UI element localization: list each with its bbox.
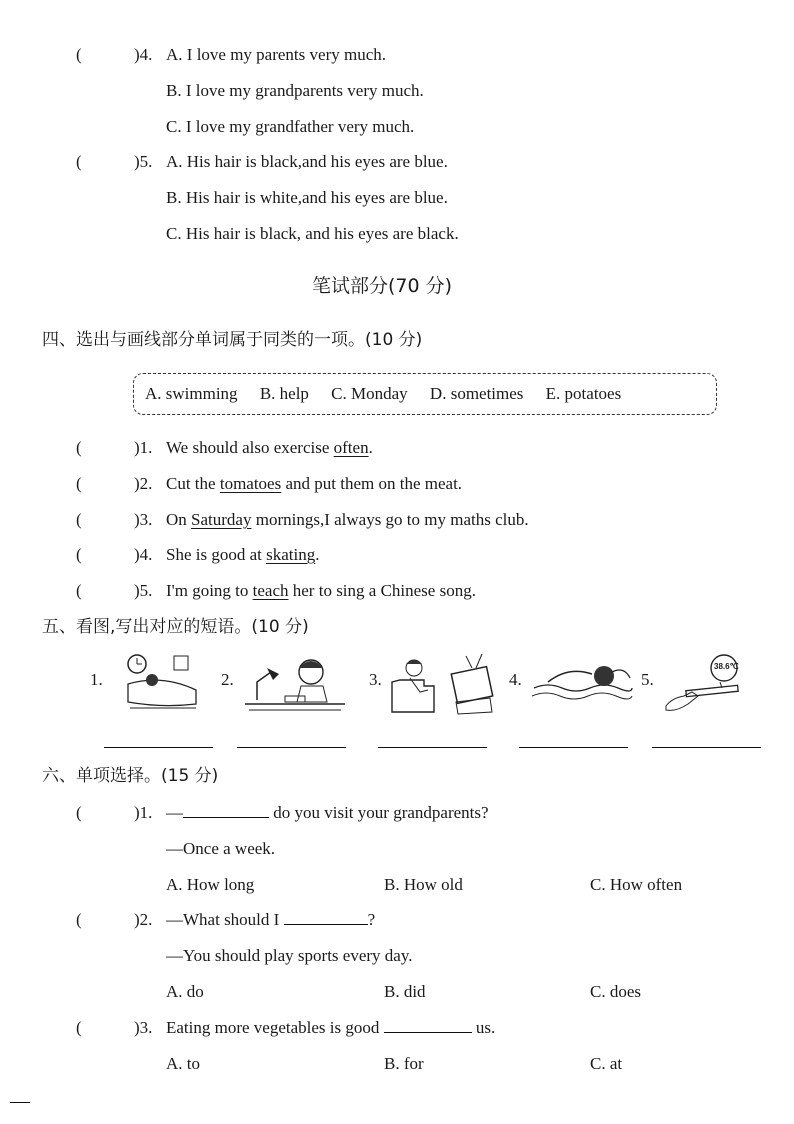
answer-paren[interactable]: (	[76, 910, 82, 929]
picture-number: 1.	[90, 670, 103, 689]
answer-paren[interactable]: (	[76, 474, 82, 493]
underlined-word: often	[333, 438, 369, 457]
item-number: )4.	[134, 45, 153, 64]
section5-title: 五、看图,写出对应的短语。(10 分)	[42, 617, 309, 637]
page-edge-mark	[10, 1102, 30, 1103]
option-c: C. I love my grandfather very much.	[166, 117, 415, 136]
option-a: A. do	[166, 982, 204, 1001]
answer-paren[interactable]: (	[76, 152, 82, 171]
question-text: Eating more vegetables is good us.	[166, 1018, 496, 1037]
section4-title: 四、选出与画线部分单词属于同类的一项。(10 分)	[42, 330, 423, 350]
question-text: Cut the tomatoes and put them on the meat.	[166, 474, 463, 493]
option-a: A. I love my parents very much.	[166, 45, 386, 64]
underlined-word: skating	[266, 545, 316, 564]
answer-paren[interactable]: (	[76, 803, 82, 822]
word-option-d: D. sometimes	[429, 384, 524, 403]
item-number: )5.	[134, 581, 153, 600]
underlined-word: teach	[252, 581, 289, 600]
option-b: B. for	[384, 1054, 424, 1073]
fill-blank[interactable]	[284, 910, 368, 925]
reply-text: —You should play sports every day.	[166, 946, 413, 965]
option-b: B. His hair is white,and his eyes are blue.	[166, 188, 448, 207]
option-b: B. I love my grandparents very much.	[166, 81, 424, 100]
answer-paren[interactable]: (	[76, 581, 82, 600]
answer-blank-2[interactable]	[237, 747, 346, 748]
answer-blank-4[interactable]	[519, 747, 628, 748]
question-text: We should also exercise often.	[166, 438, 373, 457]
answer-blank-5[interactable]	[652, 747, 761, 748]
item-number: )3.	[134, 1018, 153, 1037]
answer-paren[interactable]: (	[76, 510, 82, 529]
option-b: B. did	[384, 982, 426, 1001]
item-number: )5.	[134, 152, 153, 171]
item-number: )2.	[134, 910, 153, 929]
option-b: B. How old	[384, 875, 463, 894]
section6-title: 六、单项选择。(15 分)	[42, 766, 219, 786]
answer-paren[interactable]: (	[76, 438, 82, 457]
word-option-e: E. potatoes	[545, 384, 622, 403]
boy-watching-tv-icon	[390, 652, 496, 716]
picture-number: 5.	[641, 670, 654, 689]
option-c: C. How often	[590, 875, 683, 894]
option-c: C. at	[590, 1054, 623, 1073]
swimmer-icon	[528, 652, 634, 708]
question-text: On Saturday mornings,I always go to my maths club.	[166, 510, 529, 529]
fill-blank[interactable]	[384, 1018, 472, 1033]
option-a: A. His hair is black,and his eyes are blue.	[166, 152, 448, 171]
bed-clock-icon	[122, 652, 202, 712]
option-c: C. does	[590, 982, 641, 1001]
answer-blank-1[interactable]	[104, 747, 213, 748]
answer-paren[interactable]: (	[76, 545, 82, 564]
fill-blank[interactable]	[183, 803, 269, 818]
word-option-a: A. swimming	[145, 384, 238, 403]
item-number: )3.	[134, 510, 153, 529]
thermometer-icon	[658, 652, 742, 714]
underlined-word: tomatoes	[219, 474, 282, 493]
item-number: )1.	[134, 803, 153, 822]
answer-paren[interactable]: (	[76, 45, 82, 64]
picture-number: 2.	[221, 670, 234, 689]
thermometer-label: 38.6℃	[714, 662, 739, 671]
picture-number: 4.	[509, 670, 522, 689]
answer-blank-3[interactable]	[378, 747, 487, 748]
question-text: —What should I ?	[166, 910, 376, 929]
question-text: — do you visit your grandparents?	[166, 803, 489, 822]
written-part-heading: 笔试部分(70 分)	[312, 275, 453, 297]
question-text: She is good at skating.	[166, 545, 320, 564]
underlined-word: Saturday	[191, 510, 252, 529]
option-a: A. How long	[166, 875, 255, 894]
item-number: )2.	[134, 474, 153, 493]
word-option-b: B. help	[259, 384, 309, 403]
word-box-items	[145, 384, 639, 404]
option-c: C. His hair is black, and his eyes are black.	[166, 224, 459, 243]
option-a: A. to	[166, 1054, 200, 1073]
item-number: )1.	[134, 438, 153, 457]
girl-writing-lamp-icon	[245, 652, 345, 716]
question-text: I'm going to teach her to sing a Chinese song.	[166, 581, 476, 600]
picture-number: 3.	[369, 670, 382, 689]
reply-text: —Once a week.	[166, 839, 276, 858]
item-number: )4.	[134, 545, 153, 564]
answer-paren[interactable]: (	[76, 1018, 82, 1037]
word-option-c: C. Monday	[331, 384, 408, 403]
